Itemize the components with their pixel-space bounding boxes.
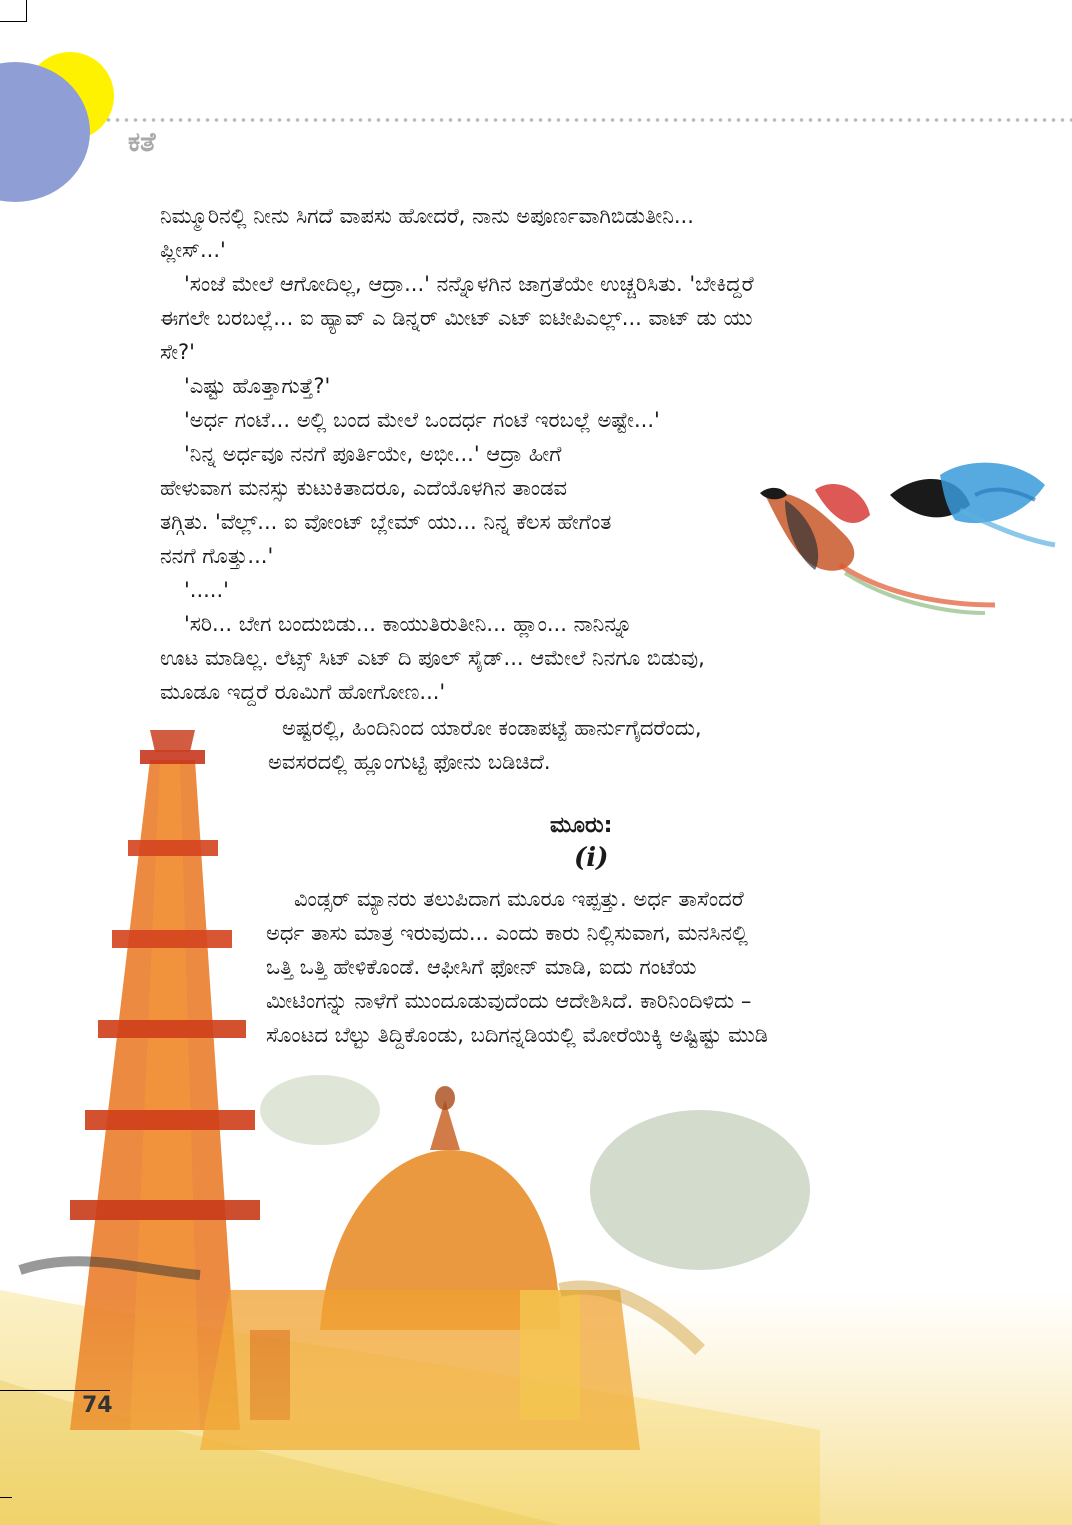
tower-illustration <box>0 730 1072 1525</box>
text-line: ನಿಮ್ಮೂರಿನಲ್ಲಿ ನೀನು ಸಿಗದೆ ವಾಪಸು ಹೋದರೆ, ನಾನು ಅಪೂರ್ಣವಾಗಿಬಿಡುತೀನಿ... <box>160 204 694 228</box>
text-line: ನನಗೆ ಗೊತ್ತು...' <box>160 544 274 568</box>
section-label: ಕತೆ <box>128 127 156 158</box>
text-line: '.....' <box>184 578 229 602</box>
crop-mark <box>0 21 27 22</box>
text-line: ಒತ್ತಿ ಒತ್ತಿ ಹೇಳಿಕೊಂಡೆ. ಆಫೀಸಿಗೆ ಫೋನ್ ಮಾಡಿ, ಐದು ಗಂಟೆಯ <box>266 955 697 979</box>
text-line: 'ಅರ್ಧ ಗಂಟೆ... ಅಲ್ಲಿ ಬಂದ ಮೇಲೆ ಒಂದರ್ಧ ಗಂಟೆ ಇರಬಲ್ಲೆ ಅಷ್ಟೇ...' <box>184 408 660 432</box>
crop-mark <box>26 0 27 22</box>
dotted-rule <box>104 117 1072 123</box>
text-line: ಮೀಟಿಂಗನ್ನು ನಾಳೆಗೆ ಮುಂದೂಡುವುದೆಂದು ಆದೇಶಿಸಿದೆ. ಕಾರಿನಿಂದಿಳಿದು – <box>266 989 752 1013</box>
chapter-subtitle: (i) <box>574 843 609 873</box>
text-line: ಅಷ್ಟರಲ್ಲಿ, ಹಿಂದಿನಿಂದ ಯಾರೋ ಕಂಡಾಪಟ್ಟೆ ಹಾರ್ನುಗೈದರೆಂದು, <box>282 716 702 740</box>
footer-rule <box>0 1390 110 1391</box>
page-number: 74 <box>82 1393 113 1418</box>
text-line: ತಗ್ಗಿತು. 'ವೆಲ್ಲ್... ಐ ವೋಂಟ್ ಬ್ಲೇಮ್ ಯು... ನಿನ್ನ ಕೆಲಸ ಹೇಗೆಂತ <box>160 510 612 534</box>
text-line: ಈಗಲೇ ಬರಬಲ್ಲೆ... ಐ ಹ್ಯಾವ್ ಎ ಡಿನ್ನರ್ ಮೀಟ್ ಎಟ್ ಐಟೀಪಿಎಲ್ಲ್... ವಾಟ್ ಡು ಯು <box>160 306 753 330</box>
chapter-title: ಮೂರು: <box>550 813 613 838</box>
text-line: ಅರ್ಧ ತಾಸು ಮಾತ್ರ ಇರುವುದು... ಎಂದು ಕಾರು ನಿಲ್ಲಿಸುವಾಗ, ಮನಸಿನಲ್ಲಿ <box>266 921 748 945</box>
text-line: ಊಟ ಮಾಡಿಲ್ಲ. ಲೆಟ್ಸ್ ಸಿಟ್ ಎಟ್ ದಿ ಪೂಲ್ ಸೈಡ್... ಆಮೇಲೆ ನಿನಗೂ ಬಿಡುವು, <box>160 646 705 670</box>
crop-mark <box>0 1497 12 1498</box>
text-line: 'ನಿನ್ನ ಅರ್ಧವೂ ನನಗೆ ಪೂರ್ತಿಯೇ, ಅಭೀ...' ಆದ್ರಾ ಹೀಗೆ <box>184 442 562 466</box>
text-line: ಸೇ?' <box>160 340 195 364</box>
text-line: ಸೊಂಟದ ಬೆಲ್ಟು ತಿದ್ದಿಕೊಂಡು, ಬದಿಗನ್ನಡಿಯಲ್ಲಿ ಮೋರೆಯಿಕ್ಕಿ ಅಷ್ಟಿಷ್ಟು ಮುಡಿ <box>266 1023 768 1047</box>
text-line: ಮೂಡೂ ಇದ್ದರೆ ರೂಮಿಗೆ ಹೋಗೋಣ...' <box>160 680 446 704</box>
text-line: ವಿಂಡ್ಸರ್ ಮ್ಯಾನರು ತಲುಪಿದಾಗ ಮೂರೂ ಇಪ್ಪತ್ತು. ಅರ್ಧ ತಾಸೆಂದರೆ <box>294 887 744 911</box>
birds-illustration <box>755 455 1065 630</box>
text-line: 'ಸರಿ... ಬೇಗ ಬಂದುಬಿಡು... ಕಾಯುತಿರುತೀನಿ... ಹ್ಲಾಂ... ನಾನಿನ್ನೂ <box>184 612 633 636</box>
text-line: 'ಸಂಜೆ ಮೇಲೆ ಆಗೋದಿಲ್ಲ, ಆದ್ರಾ...' ನನ್ನೊಳಗಿನ ಜಾಗ್ರತೆಯೇ ಉಚ್ಚರಿಸಿತು. 'ಬೇಕಿದ್ದರೆ <box>184 272 754 296</box>
text-line: ಪ್ಲೀಸ್...' <box>160 238 226 262</box>
text-line: 'ಎಷ್ಟು ಹೊತ್ತಾಗುತ್ತೆ?' <box>184 374 331 398</box>
text-line: ಹೇಳುವಾಗ ಮನಸ್ಸು ಕುಟುಕಿತಾದರೂ, ಎದೆಯೊಳಗಿನ ತಾಂಡವ <box>160 476 568 500</box>
text-line: ಅವಸರದಲ್ಲಿ ಹ್ಲೂಂಗುಟ್ಟಿ ಫೋನು ಬಡಿಚಿದೆ. <box>268 750 551 774</box>
